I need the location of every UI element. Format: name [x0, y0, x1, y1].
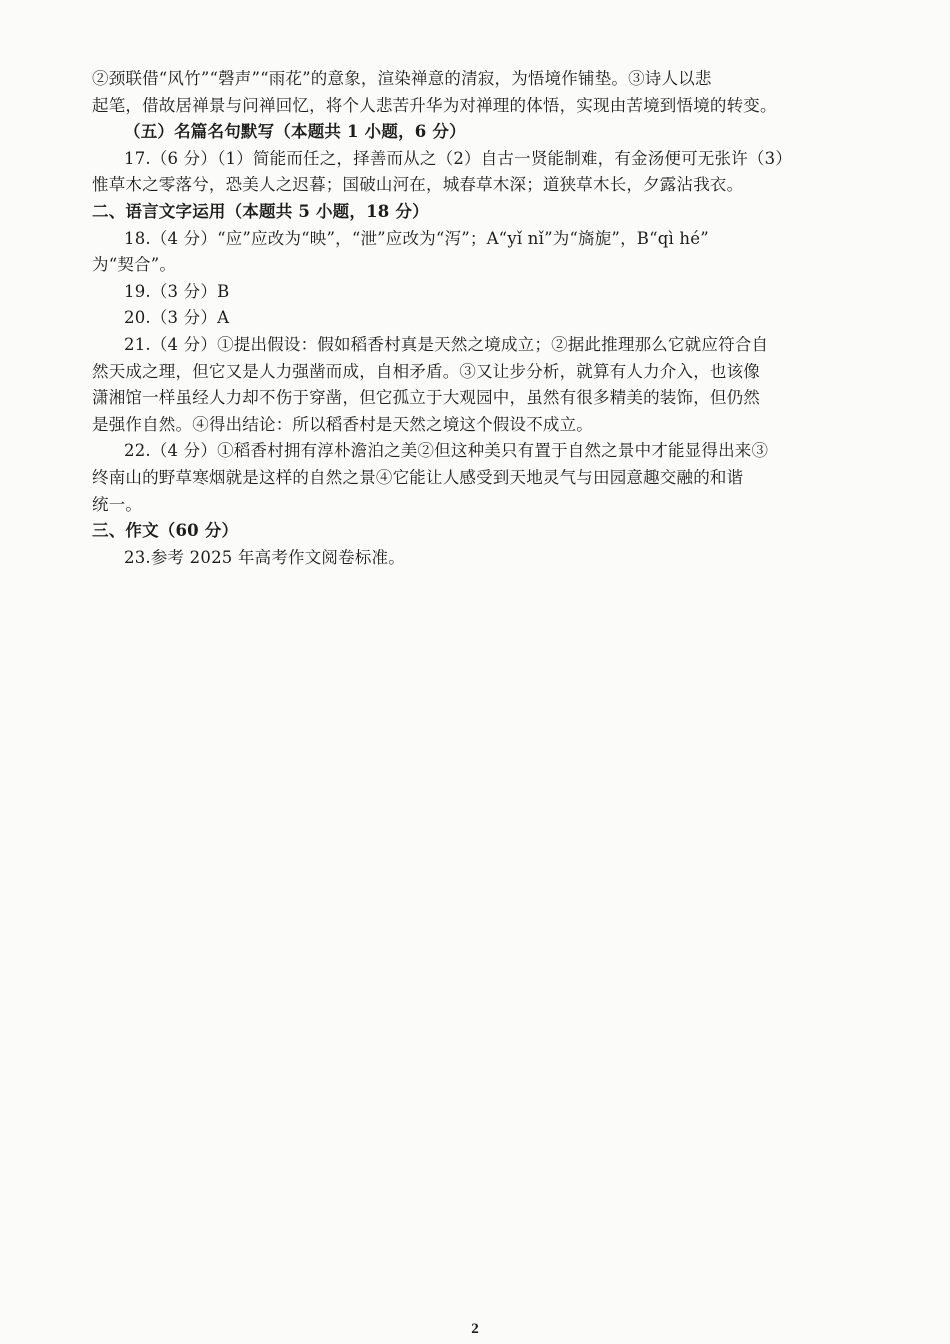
- text-line: ②颈联借“风竹”“磬声”“雨花”的意象，渲染禅意的清寂，为悟境作铺垫。③诗人以悲: [92, 69, 712, 88]
- answer-21: 21.（4 分）①提出假设：假如稻香村真是天然之境成立；②据此推理那么它就应符合自: [124, 334, 769, 354]
- answer-20: 20.（3 分）A: [124, 308, 230, 328]
- text-line: 起笔，借故居禅景与问禅回忆，将个人悲苦升华为对禅理的体悟，实现由苦境到悟境的转变。: [92, 95, 777, 115]
- section-heading-famous-lines: （五）名篇名句默写（本题共 1 小题，6 分）: [124, 122, 466, 142]
- section-heading-language-use: 二、语言文字运用（本题共 5 小题，18 分）: [92, 201, 429, 221]
- answer-23: 23.参考 2025 年高考作文阅卷标准。: [124, 547, 405, 567]
- answer-19: 19.（3 分）B: [124, 281, 230, 301]
- answer-22: 22.（4 分）①稻香村拥有淳朴澹泊之美②但这种美只有置于自然之景中才能显得出来③: [124, 441, 769, 461]
- text-line: 是强作自然。④得出结论：所以稻香村是天然之境这个假设不成立。: [92, 414, 593, 434]
- page-number: 2: [471, 1321, 479, 1337]
- text-line: 潇湘馆一样虽经人力却不伤于穿凿，但它孤立于大观园中，虽然有很多精美的装饰，但仍然: [92, 388, 760, 408]
- section-heading-composition: 三、作文（60 分）: [92, 521, 239, 541]
- text-line: 然天成之理，但它又是人力强凿而成，自相矛盾。③又让步分析，就算有人力介入，也该像: [92, 361, 760, 381]
- answer-document: [92, 66, 812, 571]
- text-line: 统一。: [92, 494, 143, 514]
- text-line: 惟草木之零落兮，恐美人之迟暮；国破山河在，城春草木深；道狭草木长，夕露沾我衣。: [92, 175, 744, 195]
- text-line: 终南山的野草寒烟就是这样的自然之景④它能让人感受到天地灵气与田园意趣交融的和谐: [92, 467, 744, 487]
- text-line: 为“契合”。: [92, 255, 177, 275]
- answer-18: 18.（4 分）“应”应改为“映”，“泄”应改为“泻”；A“yǐ nǐ”为“旖旎”，B“qì hé”: [124, 228, 709, 248]
- answer-17: 17.（6 分）（1）简能而任之，择善而从之（2）自古一贤能制难，有金汤便可无张许（3）: [124, 148, 793, 168]
